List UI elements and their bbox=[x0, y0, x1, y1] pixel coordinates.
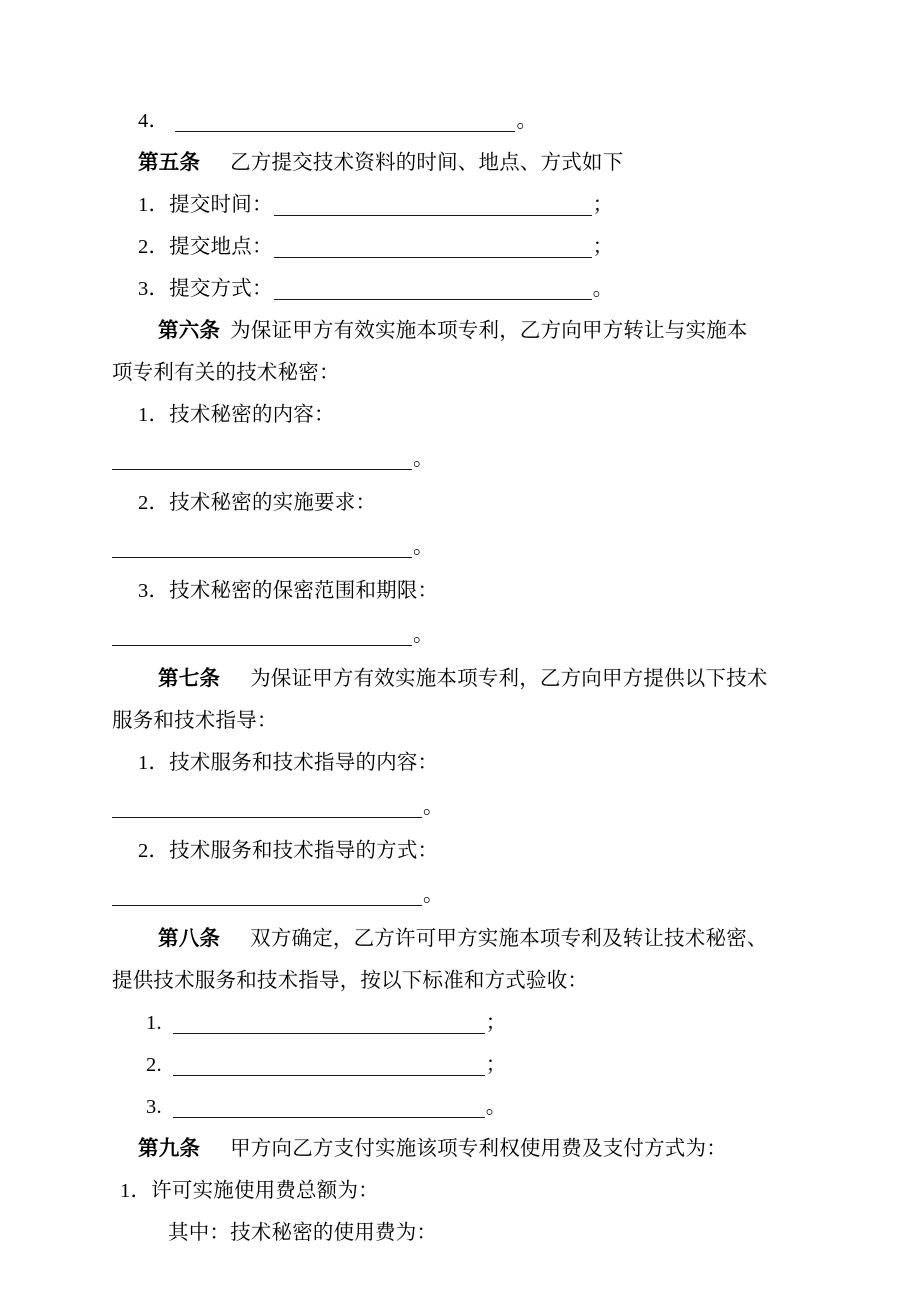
clause-9-item-1 bbox=[112, 1170, 796, 1212]
list-item-label: 许可实施使用费总额为： bbox=[151, 1180, 379, 1202]
list-item-number: 4． bbox=[138, 110, 170, 132]
fill-in-blank[interactable] bbox=[274, 235, 592, 258]
clause-7-item-2-blank-row bbox=[112, 872, 796, 918]
clause-6-item-2-label bbox=[112, 482, 796, 524]
fill-in-blank[interactable] bbox=[173, 1095, 485, 1118]
fill-in-blank[interactable] bbox=[175, 109, 515, 132]
list-item-number: 2. bbox=[146, 1054, 162, 1076]
list-item-number: 3． bbox=[138, 278, 170, 300]
trailing-punctuation: 。 bbox=[592, 278, 614, 300]
fill-in-blank[interactable] bbox=[274, 193, 592, 216]
list-item-4 bbox=[112, 100, 796, 142]
clause-9-heading bbox=[112, 1128, 796, 1170]
list-item-number: 1． bbox=[138, 752, 170, 774]
clause-8-item-3 bbox=[112, 1086, 796, 1128]
list-item-label: 技术秘密的内容： bbox=[169, 404, 335, 426]
clause-6-item-1-label bbox=[112, 394, 796, 436]
clause-7-item-1-label bbox=[112, 742, 796, 784]
clause-8-heading-line-1 bbox=[112, 918, 796, 960]
clause-8-item-2 bbox=[112, 1044, 796, 1086]
trailing-punctuation: ； bbox=[592, 236, 614, 258]
list-item-label: 提交方式： bbox=[169, 278, 273, 300]
clause-7-item-1-blank-row bbox=[112, 784, 796, 830]
fill-in-blank[interactable] bbox=[112, 883, 422, 906]
clause-6-heading-line-2 bbox=[112, 352, 796, 394]
list-item-label: 技术秘密的实施要求： bbox=[169, 492, 377, 514]
trailing-punctuation: ； bbox=[592, 194, 614, 216]
clause-6-item-3-label bbox=[112, 570, 796, 612]
clause-5-text: 乙方提交技术资料的时间、地点、方式如下 bbox=[230, 152, 624, 174]
trailing-punctuation: 。 bbox=[485, 1096, 507, 1118]
list-item-label: 提交时间： bbox=[169, 194, 273, 216]
fill-in-blank[interactable] bbox=[112, 447, 412, 470]
clause-5-heading bbox=[112, 142, 796, 184]
clause-5-item-3 bbox=[112, 268, 796, 310]
trailing-punctuation: ； bbox=[485, 1012, 507, 1034]
clause-5-item-1 bbox=[112, 184, 796, 226]
clause-8-title: 第八条 bbox=[158, 928, 221, 950]
clause-7-heading-line-1 bbox=[112, 658, 796, 700]
clause-9-title: 第九条 bbox=[138, 1138, 201, 1160]
clause-8-heading-line-2 bbox=[112, 960, 796, 1002]
list-item-number: 3． bbox=[138, 580, 170, 602]
fill-in-blank[interactable] bbox=[274, 277, 592, 300]
fill-in-blank[interactable] bbox=[112, 623, 412, 646]
list-item-number: 1． bbox=[138, 404, 170, 426]
trailing-punctuation: 。 bbox=[413, 448, 434, 470]
list-item-label: 技术服务和技术指导的方式： bbox=[169, 840, 439, 862]
trailing-punctuation: 。 bbox=[413, 536, 434, 558]
list-item-number: 2． bbox=[138, 492, 170, 514]
clause-6-heading-line-1 bbox=[112, 310, 796, 352]
fill-in-blank[interactable] bbox=[173, 1011, 485, 1034]
list-item-number: 1． bbox=[120, 1180, 152, 1202]
list-item-number: 1． bbox=[138, 194, 170, 216]
clause-7-text-line-2: 服务和技术指导： bbox=[112, 710, 278, 732]
clause-6-item-3-blank-row bbox=[112, 612, 796, 658]
list-item-label: 技术服务和技术指导的内容： bbox=[169, 752, 439, 774]
clause-7-text-line-1: 为保证甲方有效实施本项专利，乙方向甲方提供以下技术 bbox=[250, 668, 768, 690]
clause-8-text-line-1: 双方确定，乙方许可甲方实施本项专利及转让技术秘密、 bbox=[250, 928, 768, 950]
clause-6-item-2-blank-row bbox=[112, 524, 796, 570]
list-item-number: 2． bbox=[138, 236, 170, 258]
list-item-label: 提交地点： bbox=[169, 236, 273, 258]
trailing-punctuation: 。 bbox=[423, 884, 444, 906]
clause-7-title: 第七条 bbox=[158, 668, 221, 690]
fill-in-blank[interactable] bbox=[112, 535, 412, 558]
fill-in-blank[interactable] bbox=[112, 795, 422, 818]
clause-6-title: 第六条 bbox=[158, 320, 221, 342]
clause-6-text-line-2: 项专利有关的技术秘密： bbox=[112, 362, 340, 384]
clause-7-item-2-label bbox=[112, 830, 796, 872]
list-item-number: 3. bbox=[146, 1096, 162, 1118]
list-item-number: 2． bbox=[138, 840, 170, 862]
clause-7-heading-line-2 bbox=[112, 700, 796, 742]
document-body bbox=[112, 100, 796, 1254]
clause-6-item-1-blank-row bbox=[112, 436, 796, 482]
sub-item-label: 其中：技术秘密的使用费为： bbox=[168, 1222, 438, 1244]
clause-8-item-1 bbox=[112, 1002, 796, 1044]
clause-5-title: 第五条 bbox=[138, 152, 201, 174]
clause-9-item-1-sub bbox=[112, 1212, 796, 1254]
trailing-punctuation: 。 bbox=[516, 110, 538, 132]
trailing-punctuation: 。 bbox=[413, 624, 434, 646]
list-item-label: 技术秘密的保密范围和期限： bbox=[169, 580, 439, 602]
clause-8-text-line-2: 提供技术服务和技术指导，按以下标准和方式验收： bbox=[112, 970, 589, 992]
clause-6-text-line-1: 为保证甲方有效实施本项专利，乙方向甲方转让与实施本 bbox=[230, 320, 748, 342]
fill-in-blank[interactable] bbox=[173, 1053, 485, 1076]
list-item-number: 1. bbox=[146, 1012, 162, 1034]
trailing-punctuation: 。 bbox=[423, 796, 444, 818]
trailing-punctuation: ； bbox=[485, 1054, 507, 1076]
clause-9-text: 甲方向乙方支付实施该项专利权使用费及支付方式为： bbox=[230, 1138, 727, 1160]
clause-5-item-2 bbox=[112, 226, 796, 268]
